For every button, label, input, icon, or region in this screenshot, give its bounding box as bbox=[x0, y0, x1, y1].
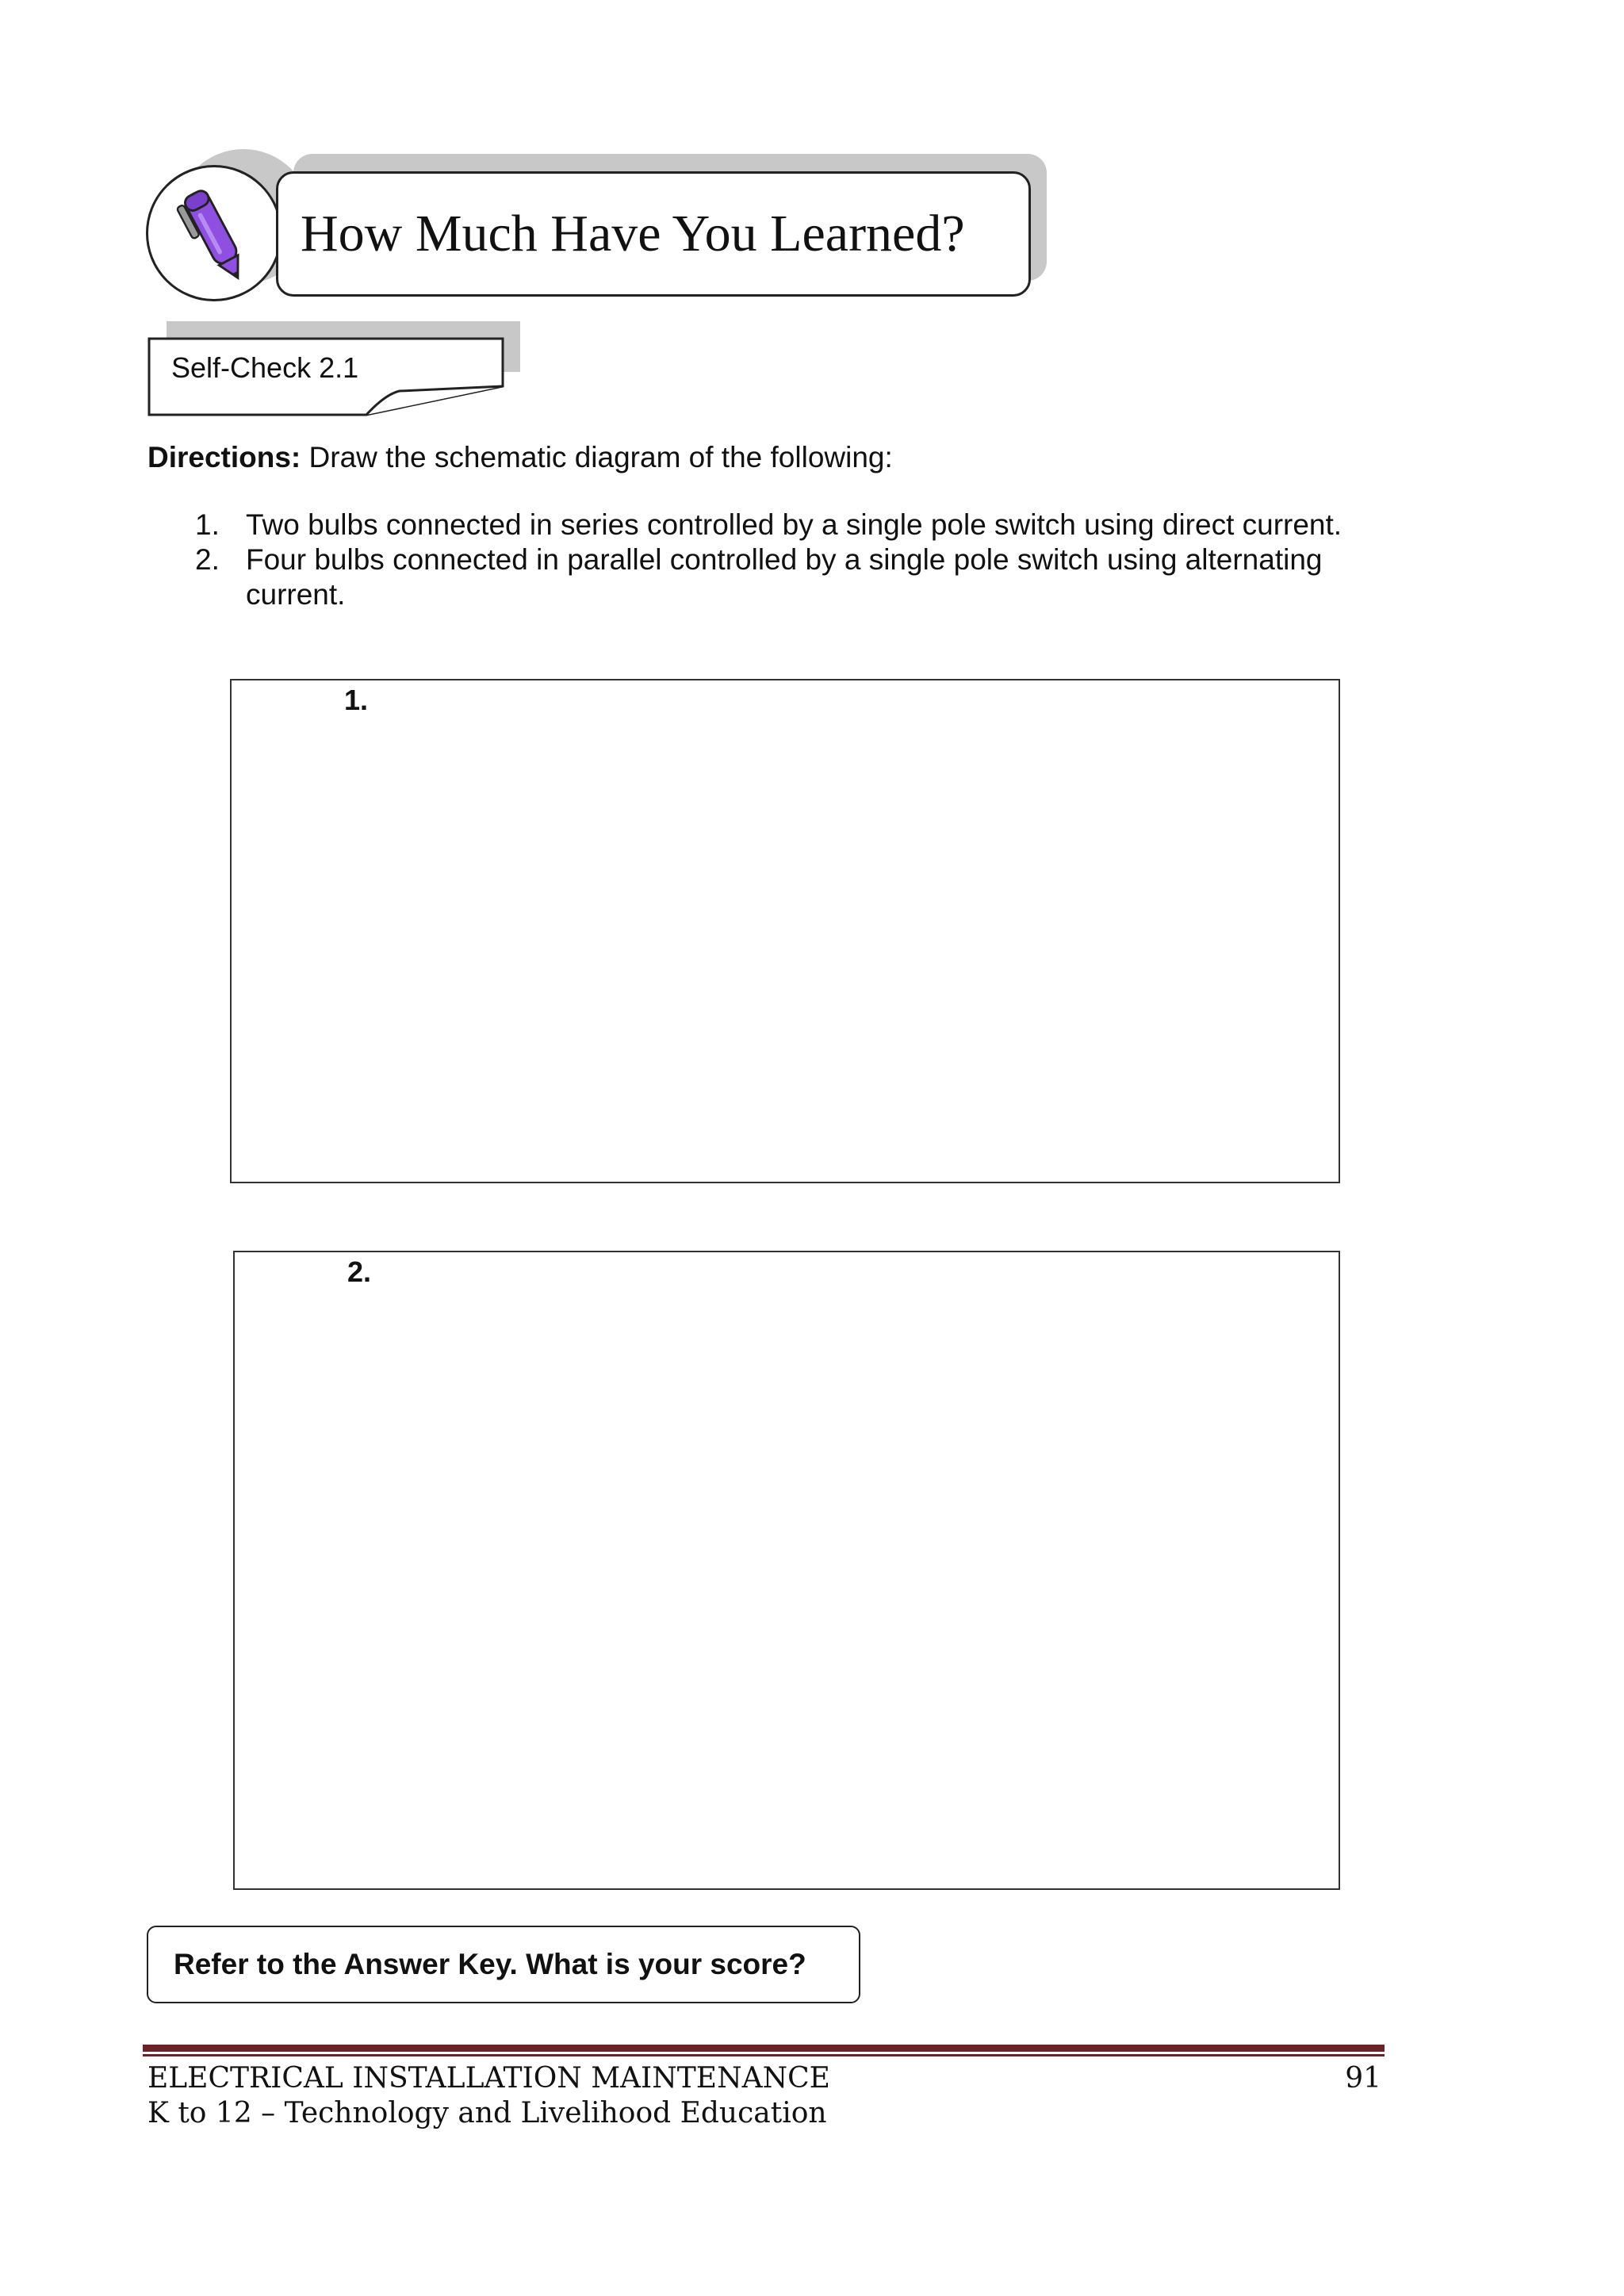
answer-box-number: 2. bbox=[347, 1255, 372, 1288]
footer-rule-thick bbox=[143, 2045, 1385, 2052]
list-item-text: Two bulbs connected in series controlled by a single pole switch using direct current. bbox=[246, 508, 1342, 541]
directions bbox=[147, 441, 893, 474]
directions-label: Directions: bbox=[147, 441, 301, 473]
list-item-number: 2. bbox=[195, 543, 220, 576]
directions-text: Draw the schematic diagram of the following: bbox=[301, 441, 893, 473]
footer-rule-thin bbox=[143, 2054, 1385, 2056]
footer-program: K to 12 – Technology and Livelihood Education bbox=[147, 2097, 827, 2129]
footer-course-title: ELECTRICAL INSTALLATION MAINTENANCE bbox=[147, 2062, 830, 2095]
footer-rule bbox=[143, 2045, 1385, 2057]
list-item bbox=[195, 508, 1400, 542]
list-item bbox=[195, 542, 1400, 612]
list-item-number: 1. bbox=[195, 508, 220, 541]
page-number: 91 bbox=[1345, 2062, 1381, 2095]
section-banner bbox=[143, 141, 1055, 316]
answer-box-number: 1. bbox=[344, 684, 369, 716]
answer-box-1[interactable] bbox=[230, 679, 1340, 1183]
page-title: How Much Have You Learned? bbox=[301, 205, 965, 263]
self-check-tab bbox=[147, 321, 528, 416]
banner-title-box bbox=[276, 171, 1031, 297]
instruction-list bbox=[195, 508, 1400, 612]
answer-box-2[interactable] bbox=[233, 1251, 1340, 1890]
pen-icon bbox=[146, 165, 282, 301]
list-item-text: Four bulbs connected in parallel controlled by a single pole switch using alternating current. bbox=[246, 543, 1323, 611]
score-prompt-box bbox=[147, 1926, 860, 2003]
score-prompt: Refer to the Answer Key. What is your score? bbox=[174, 1948, 806, 1980]
self-check-label: Self-Check 2.1 bbox=[171, 351, 359, 384]
